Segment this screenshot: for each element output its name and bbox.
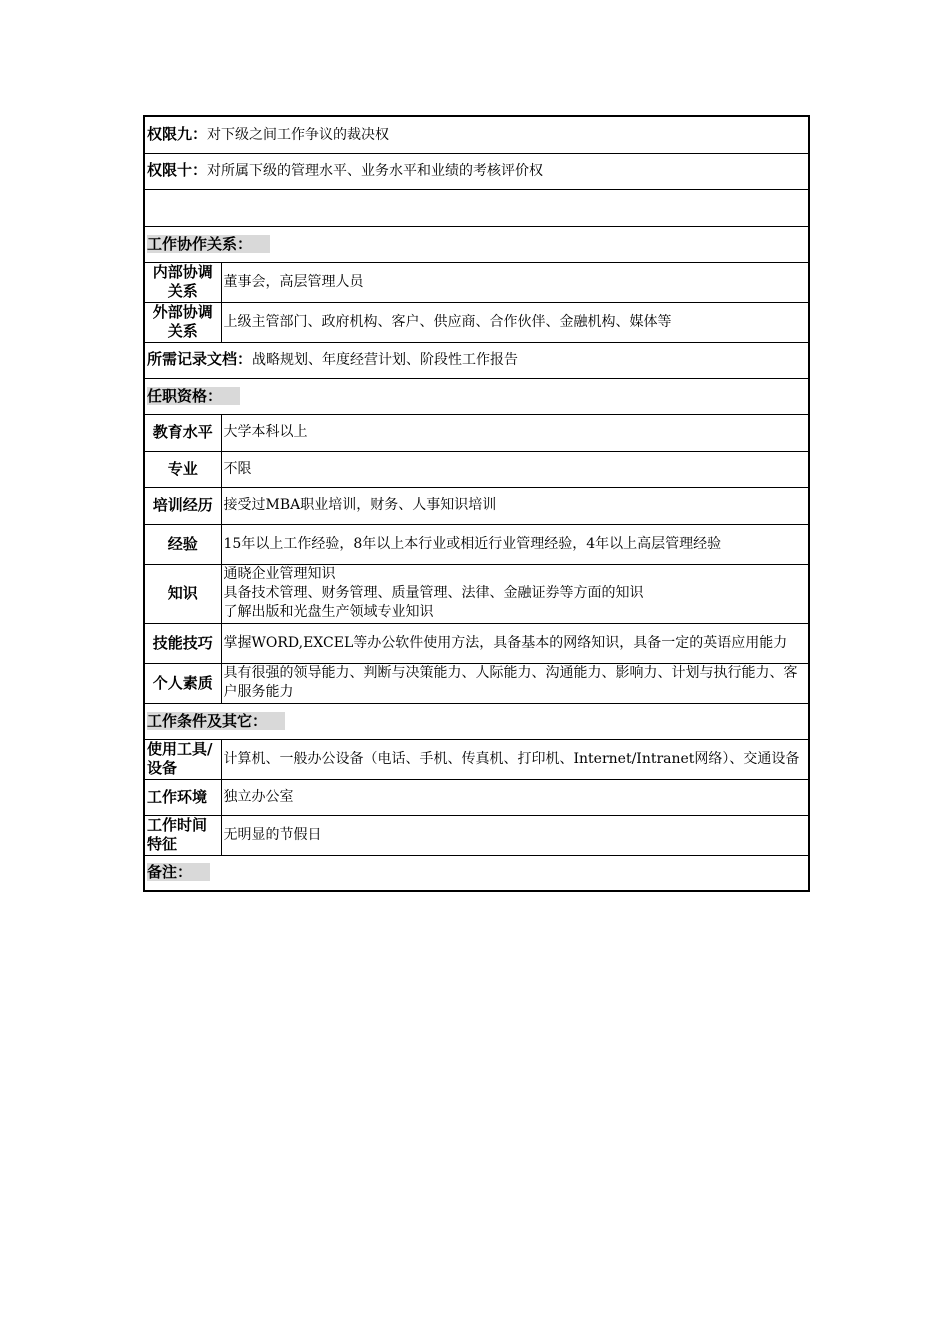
authority-9-label: 权限九： bbox=[147, 124, 208, 143]
condition-row-tools bbox=[144, 739, 809, 779]
personal-quality-value: 具有很强的领导能力、判断与决策能力、人际能力、沟通能力、影响力、计划与执行能力、客户服务能力 bbox=[223, 665, 798, 700]
major-value: 不限 bbox=[223, 460, 252, 477]
qualifications-title: 任职资格： bbox=[147, 387, 240, 405]
experience-label: 经验 bbox=[144, 524, 221, 564]
personal-quality-label: 个人素质 bbox=[144, 663, 221, 703]
authority-row-10 bbox=[144, 153, 809, 189]
external-coordination-value: 上级主管部门、政府机构、客户、供应商、合作伙伴、金融机构、媒体等 bbox=[221, 302, 809, 342]
tools-label: 使用工具/设备 bbox=[144, 739, 221, 779]
education-value: 大学本科以上 bbox=[223, 424, 308, 440]
authority-row-9 bbox=[144, 116, 809, 153]
collaboration-section-header bbox=[144, 226, 809, 262]
work-time-value: 无明显的节假日 bbox=[221, 815, 809, 855]
qualification-row-training bbox=[144, 487, 809, 524]
education-label: 教育水平 bbox=[144, 414, 221, 451]
qualification-row-experience bbox=[144, 524, 809, 564]
job-description-document bbox=[143, 115, 808, 892]
empty-row bbox=[144, 189, 809, 226]
work-time-label: 工作时间特征 bbox=[144, 815, 221, 855]
internal-coordination-value: 董事会，高层管理人员 bbox=[221, 262, 809, 302]
conditions-section-header bbox=[144, 703, 809, 739]
external-coordination-label: 外部协调关系 bbox=[144, 302, 221, 342]
authority-9-text: 对下级之间工作争议的裁决权 bbox=[207, 126, 390, 143]
qualification-row-major bbox=[144, 451, 809, 487]
qualification-row-personal bbox=[144, 663, 809, 703]
training-label: 培训经历 bbox=[144, 487, 221, 524]
training-value: 接受过MBA职业培训，财务、人事知识培训 bbox=[223, 497, 497, 513]
environment-value: 独立办公室 bbox=[221, 779, 809, 815]
internal-coordination-row bbox=[144, 262, 809, 302]
condition-row-environment bbox=[144, 779, 809, 815]
skills-label: 技能技巧 bbox=[144, 623, 221, 663]
internal-coordination-label: 内部协调关系 bbox=[144, 262, 221, 302]
authority-10-label: 权限十： bbox=[147, 161, 208, 179]
knowledge-label: 知识 bbox=[144, 564, 221, 623]
external-coordination-row bbox=[144, 302, 809, 342]
qualification-row-knowledge bbox=[144, 564, 809, 623]
records-row bbox=[144, 342, 809, 378]
conditions-title: 工作条件及其它： bbox=[147, 712, 285, 730]
job-description-table bbox=[143, 115, 810, 892]
knowledge-line-2: 具备技术管理、财务管理、质量管理、法律、金融证券等方面的知识 bbox=[223, 585, 644, 601]
records-value: 战略规划、年度经营计划、阶段性工作报告 bbox=[252, 352, 519, 368]
environment-label: 工作环境 bbox=[144, 779, 221, 815]
experience-value: 15年以上工作经验，8年以上本行业或相近行业管理经验，4年以上高层管理经验 bbox=[223, 535, 722, 552]
tools-value: 计算机、一般办公设备（电话、手机、传真机、打印机、Internet/Intranet网络）、交通设备 bbox=[221, 739, 809, 779]
qualification-row-education bbox=[144, 414, 809, 451]
authority-10-text: 对所属下级的管理水平、业务水平和业绩的考核评价权 bbox=[207, 163, 544, 179]
condition-row-work-time bbox=[144, 815, 809, 855]
major-label: 专业 bbox=[144, 451, 221, 487]
knowledge-line-1: 通晓企业管理知识 bbox=[223, 566, 336, 582]
qualification-row-skills bbox=[144, 623, 809, 663]
collaboration-title: 工作协作关系： bbox=[147, 235, 270, 253]
remarks-row bbox=[144, 855, 809, 891]
knowledge-line-3: 了解出版和光盘生产领域专业知识 bbox=[223, 604, 434, 620]
qualifications-section-header bbox=[144, 378, 809, 414]
records-label: 所需记录文档： bbox=[147, 350, 253, 368]
skills-value: 掌握WORD,EXCEL等办公软件使用方法，具备基本的网络知识，具备一定的英语应用能力 bbox=[223, 634, 788, 651]
remarks-label: 备注： bbox=[147, 863, 210, 881]
